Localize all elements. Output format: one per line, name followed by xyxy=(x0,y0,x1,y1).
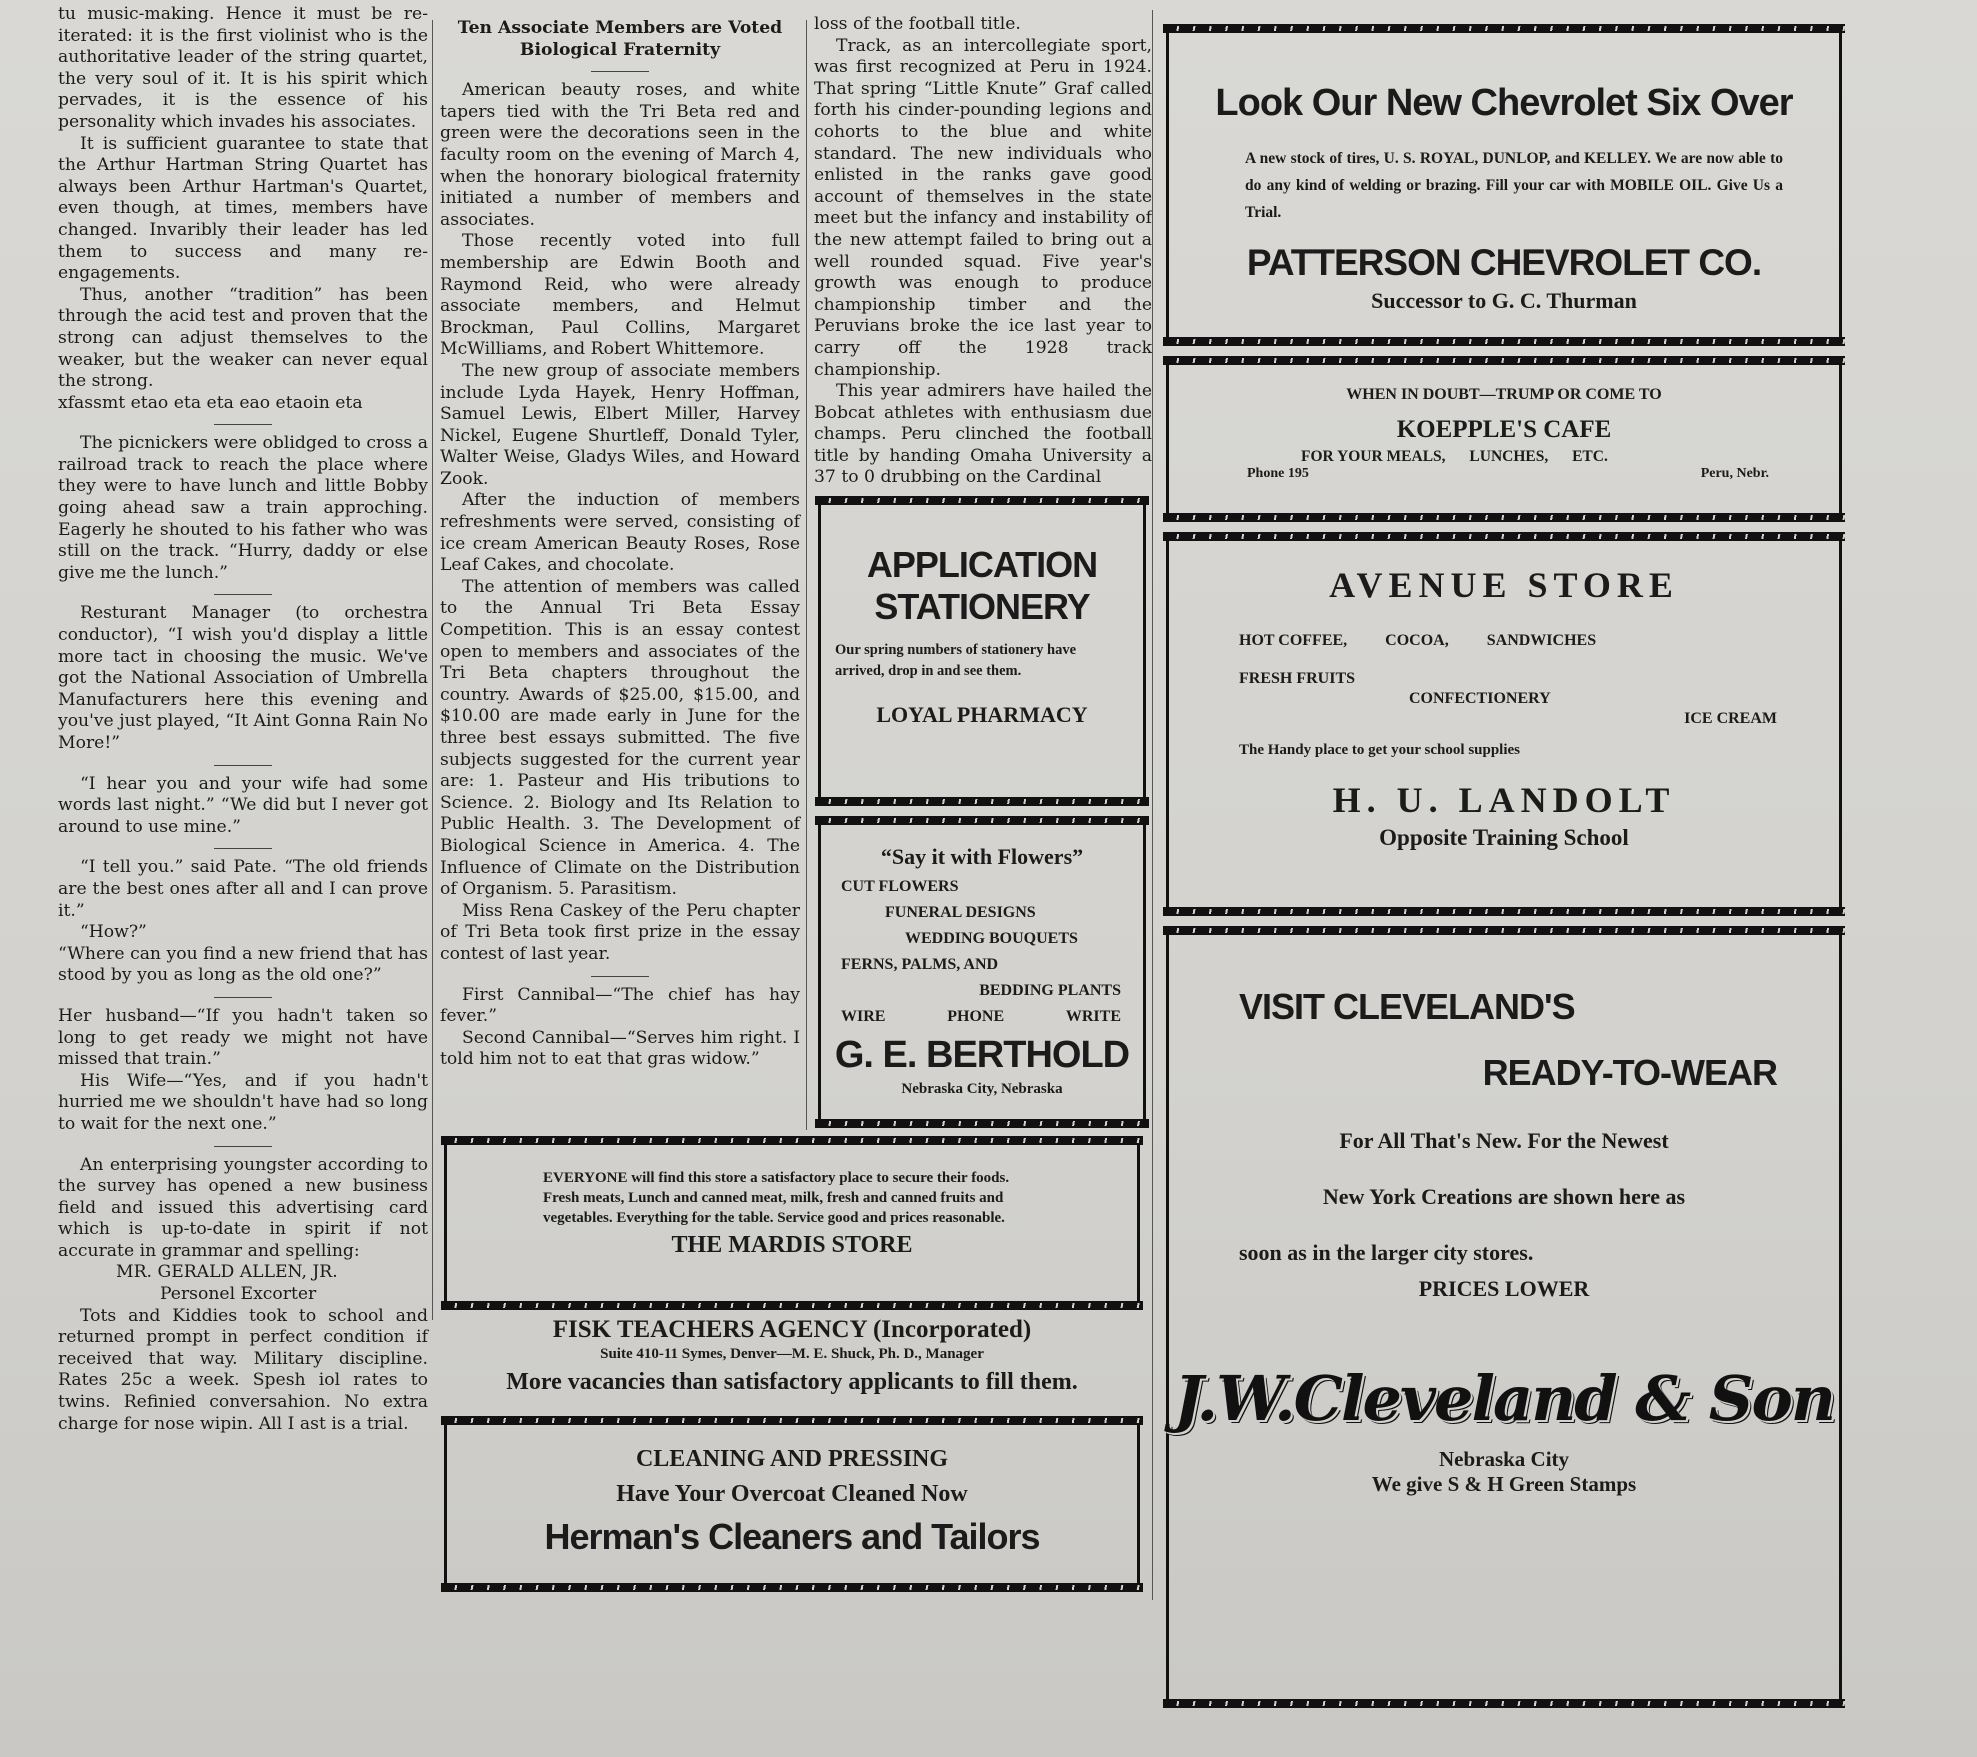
middle-column xyxy=(440,18,800,1071)
article-headline: Ten Associate Members are Voted xyxy=(457,18,783,38)
ad-city: Nebraska City xyxy=(1438,1447,1570,1471)
ad-line xyxy=(1169,632,1839,650)
ad-line xyxy=(1169,448,1839,466)
article-subheadline: Biological Fraternity xyxy=(519,39,721,60)
article-text: Those recently voted into full membership are Edwin Booth and Raymond Reid, who were already associate members, and Helmut Brockman, Paul Collins, Margaret McWilliams, and Robert Whittemore. xyxy=(440,231,800,360)
ad-tagline: More vacancies than satisfactory applicants to fill them. xyxy=(506,1369,1078,1395)
ad-headline: READY-TO-WEAR xyxy=(1482,1052,1777,1093)
avenue-store-ad xyxy=(1166,538,1842,910)
ad-phone: Phone 195 xyxy=(1247,466,1309,481)
ad-text: CUT FLOWERS xyxy=(841,878,959,895)
ad-text: CONFECTIONERY xyxy=(1409,690,1551,707)
divider xyxy=(214,594,272,595)
article-text: tu music-making. Hence it must be re-iterated: it is the first violinist who is the authoritative leader of the string quartet, the very soul of it. It is his spirit which pervades, it is the essence of his personality which invades his associates. xyxy=(58,4,428,132)
ad-business-name: G. E. BERTHOLD xyxy=(834,1034,1130,1076)
ad-text: FUNERAL DESIGNS xyxy=(885,904,1036,921)
ad-body: New York Creations are shown here as xyxy=(1322,1184,1686,1209)
sports-column xyxy=(814,14,1152,489)
ad-business-name: THE MARDIS STORE xyxy=(671,1232,913,1258)
article-text: It is sufficient guarantee to state that the Arthur Hartman String Quartet has always been Arthur Hartman's Quartet, even though, at times, members have changed. Invaribly their leader has led them to success and many re-engagements. xyxy=(58,133,428,284)
ad-business-name: AVENUE STORE xyxy=(1329,565,1679,605)
ad-text: LUNCHES, xyxy=(1469,448,1549,465)
article-text: Miss Rena Caskey of the Peru chapter of Tri Beta took first prize in the essay contest of last year. xyxy=(440,900,800,964)
chevrolet-ad xyxy=(1166,30,1842,340)
ad-body: EVERYONE will find this store a satisfactory place to secure their foods. Fresh meats, Lunch and canned meat, milk, fresh and canned fruits and vegetables. Everything for the table. Service good and prices reasonable. xyxy=(543,1170,1010,1226)
ad-headline: STATIONERY xyxy=(874,586,1090,627)
ad-subline: Suite 410-11 Symes, Denver—M. E. Shuck, Ph. D., Manager xyxy=(600,1346,984,1362)
mardis-store-ad xyxy=(444,1142,1140,1304)
cleveland-ad xyxy=(1166,932,1842,1702)
ad-headline: APPLICATION xyxy=(866,544,1098,585)
ad-text: WEDDING BOUQUETS xyxy=(905,930,1078,947)
ad-prices: PRICES LOWER xyxy=(1418,1276,1590,1301)
signature-title: Personel Excorter xyxy=(160,1284,317,1305)
joke-text: First Cannibal—“The chief has hay fever.” xyxy=(440,984,800,1027)
ad-business-name: FISK TEACHERS AGENCY (Incorporated) xyxy=(552,1316,1032,1343)
divider xyxy=(214,424,272,425)
joke-text: The picnickers were oblidged to cross a railroad track to reach the place where they were to have lunch and little Bobby going ahead saw a train approching. Eagerly he shouted to his father who was still on the track. “Hurry, daddy or else give me the lunch.” xyxy=(58,433,428,583)
divider xyxy=(591,71,649,72)
left-column xyxy=(58,4,428,1435)
article-text: Thus, another “tradition” has been through the acid test and proven that the strong can adjust themselves to the weaker, but the weaker can never equal the strong. xyxy=(58,284,428,392)
article-text: This year admirers have hailed the Bobcat athletes with enthusiasm due champs. Peru clinched the football title by handing Omaha University a 37 to 0 drubbing on the Cardinal xyxy=(814,381,1152,488)
ad-headline: CLEANING AND PRESSING xyxy=(635,1446,949,1472)
ad-text: The Handy place to get your school supplies xyxy=(1239,742,1521,758)
column-rule xyxy=(806,20,807,1130)
stationery-ad xyxy=(818,502,1146,800)
ad-headline: Look Our New Chevrolet Six Over xyxy=(1215,82,1793,124)
ad-text: HOT COFFEE, xyxy=(1239,632,1348,649)
joke-text: “How?” xyxy=(80,922,147,943)
ad-text: PHONE xyxy=(947,1008,1005,1025)
divider xyxy=(214,997,272,998)
article-text: The new group of associate members include Lyda Hayek, Henry Hoffman, Samuel Lewis, Elbert Miller, Harvey Nickel, Eugene Shurtleff, Donald Tyler, Walter Weise, Gladys Wiles, and Howard Zook. xyxy=(440,360,800,489)
ad-location: Opposite Training School xyxy=(1379,825,1629,850)
filler-text: xfassmt etao eta eta eao etaoin eta xyxy=(58,392,363,413)
ad-business-name: Herman's Cleaners and Tailors xyxy=(544,1516,1040,1557)
ad-tagline: Successor to G. C. Thurman xyxy=(1371,288,1637,313)
koepple-cafe-ad xyxy=(1166,362,1842,516)
ad-text: ICE CREAM xyxy=(1684,710,1777,727)
ad-line: WHEN IN DOUBT—TRUMP OR COME TO xyxy=(1346,386,1662,403)
ad-text: COCOA, xyxy=(1385,632,1449,649)
joke-text: His Wife—“Yes, and if you hadn't hurried me we shouldn't have had so long to wait for the next one.” xyxy=(58,1070,428,1134)
joke-text: “Where can you find a new friend that has stood by you as long as the old one?” xyxy=(58,943,428,986)
divider xyxy=(214,765,272,766)
column-rule xyxy=(432,20,433,1320)
ad-headline: “Say it with Flowers” xyxy=(880,844,1084,869)
joke-text: Resturant Manager (to orchestra conductor), “I wish you'd display a little more tact in choosing the music. We've got the National Association of Umbrella Manufacturers here this evening and you've just played, “It Aint Gonna Rain No More!” xyxy=(58,603,428,753)
article-text: loss of the football title. xyxy=(814,14,1021,34)
ad-owner-name: H. U. LANDOLT xyxy=(1332,780,1676,820)
cleveland-logo: J.W.Cleveland & Son xyxy=(1174,1362,1834,1435)
fisk-agency-ad xyxy=(432,1316,1152,1396)
ad-headline: VISIT CLEVELAND'S xyxy=(1239,986,1575,1027)
ad-text: SANDWICHES xyxy=(1486,632,1597,649)
ad-city: Nebraska City, Nebraska xyxy=(901,1081,1063,1097)
ad-text: FOR YOUR MEALS, xyxy=(1301,448,1446,465)
ad-body: A new stock of tires, U. S. ROYAL, DUNLOP, and KELLEY. We are now able to do any kind of welding or brazing. Fill your car with MOBILE OIL. Give Us a Trial. xyxy=(1245,150,1783,221)
ad-text: ETC. xyxy=(1572,448,1608,465)
joke-text: An enterprising youngster according to the survey has opened a new business field and issued this advertising card which is up-to-date in spirit if not accurate in grammar and spelling: xyxy=(58,1154,428,1261)
ad-business-name: KOEPPLE'S CAFE xyxy=(1396,416,1612,443)
ad-contact-row xyxy=(1169,466,1839,482)
article-text: American beauty roses, and white tapers tied with the Tri Beta red and green were the decorations seen in the faculty room on the evening of March 4, when the honorary biological fraternity initiated a number of members and associates. xyxy=(440,80,800,230)
article-text: The attention of members was called to the Annual Tri Beta Essay Competition. This is an essay contest open to members and associates of the Tri Beta chapters throughout the country. Awards of $25.00, $15.00, and $10.00 are made early in June for the three best essays submitted. The five subjects suggested for the current year are: 1. Pasteur and His tributions to Science. 2. Biology and Its Relation to Public Health. 3. The Development of Biological Science in America. 4. The Influence of Climate on the Distribution of Organism. 5. Parasitism. xyxy=(440,576,800,900)
divider xyxy=(214,1146,272,1147)
column-rule xyxy=(1152,10,1153,1600)
divider xyxy=(591,976,649,977)
article-text: Track, as an intercollegiate sport, was first recognized at Peru in 1924. That spring “Little Knute” Graf called forth his cinder-pounding legions and cohorts to the blue and white standard. The new individuals who enlisted in the ranks gave good account of themselves in the state meet but the infancy and instability of the new attempt failed to bring out a well rounded squad. Five year's growth was enough to produce championship timber and the Peruvians broke the ice last year to carry off the 1928 track championship. xyxy=(814,35,1152,380)
joke-text: “I hear you and your wife had some words last night.” “We did but I never got around to use mine.” xyxy=(58,773,428,837)
ad-text: FRESH FRUITS xyxy=(1239,670,1356,687)
ad-text: WIRE xyxy=(841,1008,886,1025)
ad-body: For All That's New. For the Newest xyxy=(1339,1128,1669,1153)
ad-text: WRITE xyxy=(1065,1008,1121,1025)
ad-text: FERNS, PALMS, AND xyxy=(841,956,999,973)
ad-text: BEDDING PLANTS xyxy=(979,982,1121,999)
divider xyxy=(214,848,272,849)
ad-contact-row xyxy=(821,1004,1143,1030)
joke-text: Second Cannibal—“Serves him right. I told him not to eat that gras widow.” xyxy=(440,1027,800,1070)
ad-body: Our spring numbers of stationery have arrived, drop in and see them. xyxy=(835,642,1077,679)
ad-text: Have Your Overcoat Cleaned Now xyxy=(616,1481,968,1507)
article-text: After the induction of members refreshments were served, consisting of ice cream American Beauty Roses, Rose Leaf Cakes, and chocolate. xyxy=(440,490,800,576)
herman-cleaners-ad xyxy=(444,1422,1140,1586)
flowers-ad xyxy=(818,822,1146,1122)
signature-name: MR. GERALD ALLEN, JR. xyxy=(116,1262,338,1283)
ad-place: Peru, Nebr. xyxy=(1700,466,1769,481)
joke-text: Tots and Kiddies took to school and returned prompt in perfect condition if received that way. Military discipline. Rates 25c a week. Spesh iol rates to twins. Refinied conversahion. No extra charge for nose wipin. All I ast is a trial. xyxy=(58,1305,428,1434)
ad-business-name: PATTERSON CHEVROLET CO. xyxy=(1246,242,1762,283)
joke-text: Her husband—“If you hadn't taken so long to get ready we might not have missed that train.” xyxy=(58,1005,428,1070)
ad-business-name: LOYAL PHARMACY xyxy=(876,702,1088,727)
ad-body: soon as in the larger city stores. xyxy=(1239,1240,1534,1265)
ad-tagline: We give S & H Green Stamps xyxy=(1371,1472,1637,1496)
joke-text: “I tell you.” said Pate. “The old friends are the best ones after all and I can prove it.” xyxy=(58,857,428,921)
